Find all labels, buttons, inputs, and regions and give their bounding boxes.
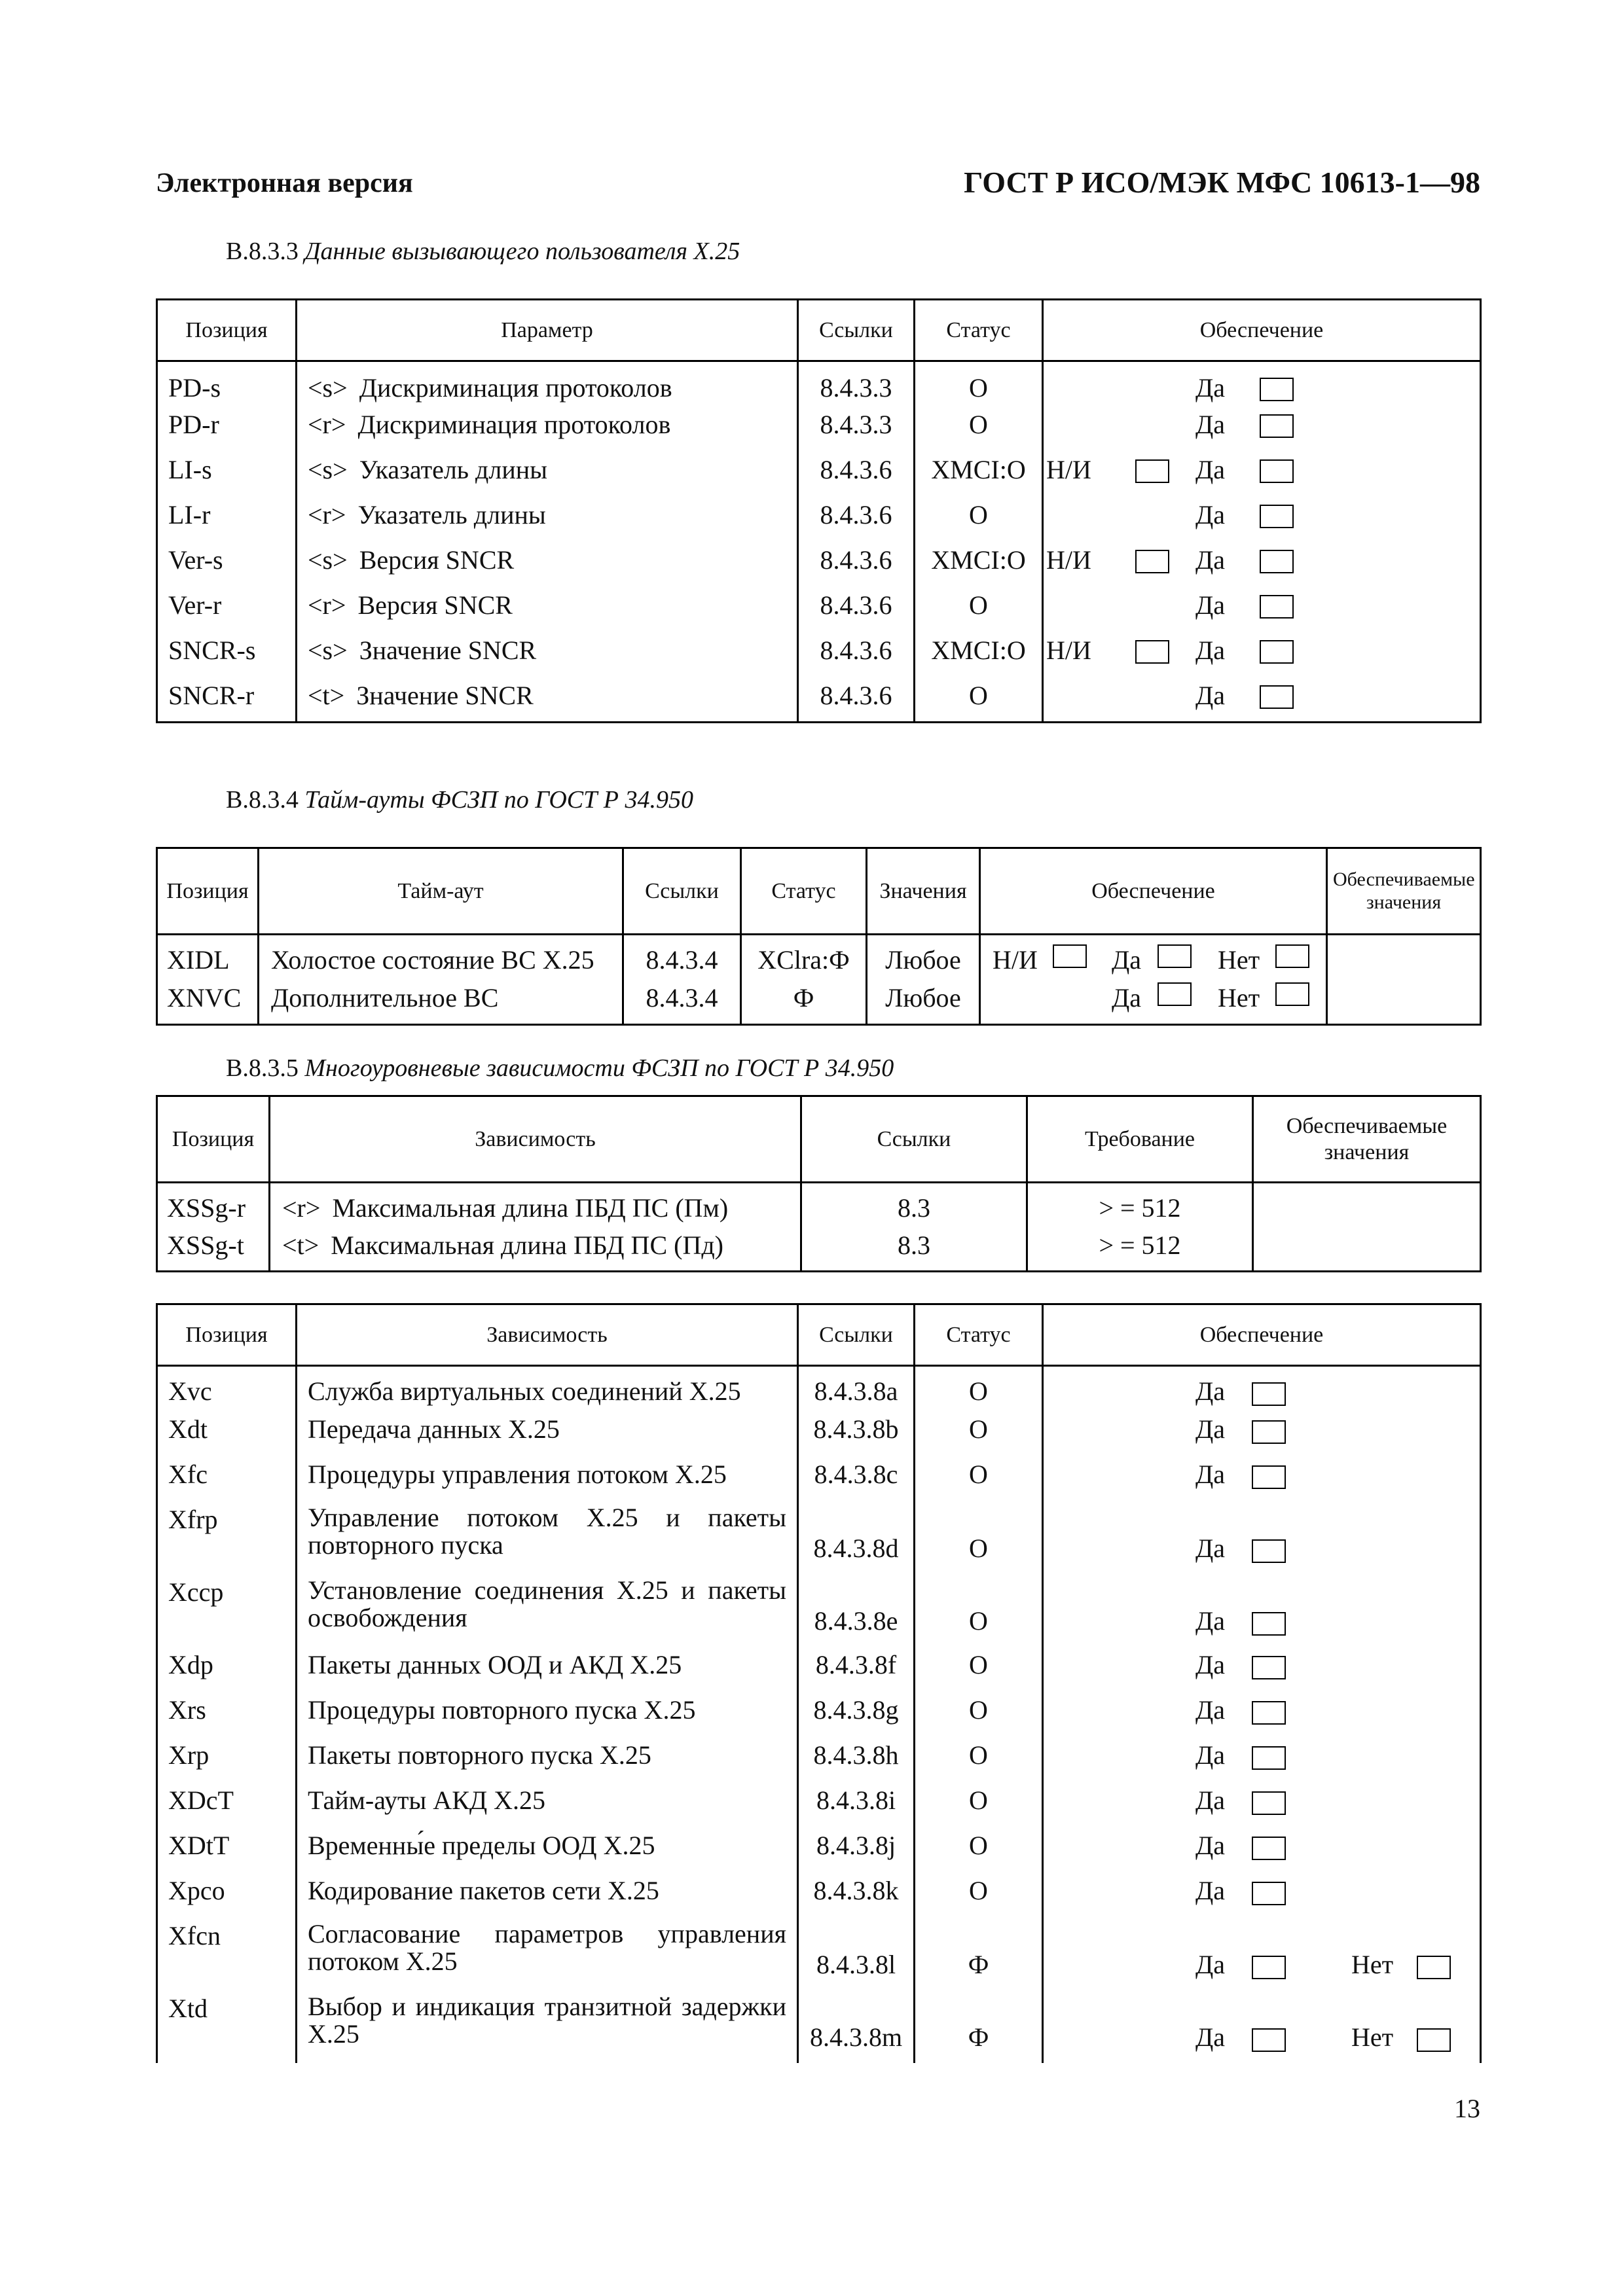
status-cell: XMCI:O: [915, 542, 1043, 587]
reference-cell: 8.4.3.8k: [798, 1873, 915, 1918]
yes-checkbox[interactable]: [1252, 1837, 1286, 1860]
table-row: [157, 935, 1481, 980]
position-cell: Xfrp: [157, 1501, 297, 1574]
position-cell: LI-r: [157, 497, 297, 542]
provision-cell: [1043, 632, 1481, 677]
col-header: Обеспечение: [1043, 300, 1481, 361]
position-cell: XNVC: [157, 980, 259, 1025]
provision-group: [1044, 1875, 1480, 1905]
status-cell: О: [915, 361, 1043, 406]
parameter-cell: [297, 587, 798, 632]
status-cell: О: [915, 497, 1043, 542]
reference-cell: 8.4.3.8h: [798, 1737, 915, 1782]
table-row: [157, 1990, 1481, 2063]
yes-checkbox[interactable]: [1260, 550, 1294, 573]
col-header: Позиция: [157, 1304, 297, 1366]
dependency-cell: Служба виртуальных соединений Х.25: [297, 1366, 798, 1411]
reference-cell: 8.4.3.8l: [798, 1918, 915, 1990]
requirement-cell: > = 512: [1027, 1183, 1253, 1227]
yes-label: Да: [1195, 1785, 1226, 1815]
na-label: Н/И: [1046, 545, 1091, 575]
reference-cell: 8.4.3.8e: [798, 1574, 915, 1647]
status-cell: О: [915, 1501, 1043, 1574]
table-row: [157, 1501, 1481, 1574]
position-cell: Xdt: [157, 1411, 297, 1456]
provision-group: [1044, 1605, 1480, 1636]
table-timeouts: [156, 847, 1482, 1026]
na-checkbox[interactable]: [1135, 459, 1169, 483]
status-cell: О: [915, 1692, 1043, 1737]
timeout-cell: Холостое состояние ВС Х.25: [259, 935, 623, 980]
provision-cell: [980, 935, 1327, 980]
table-row: [157, 452, 1481, 497]
yes-checkbox[interactable]: [1252, 1539, 1286, 1563]
section-number: В.8.3.5: [226, 1054, 299, 1082]
yes-label: Да: [1195, 1414, 1226, 1444]
yes-label: Да: [1195, 409, 1226, 439]
position-cell: Xvc: [157, 1366, 297, 1411]
status-cell: XClra:Ф: [741, 935, 867, 980]
status-cell: О: [915, 1411, 1043, 1456]
parameter-cell: [297, 677, 798, 723]
provision-group: [1044, 1459, 1480, 1489]
provision-cell: [1043, 1574, 1481, 1647]
na-label: Н/И: [1046, 635, 1091, 665]
col-header: Обеспечение: [1043, 1304, 1481, 1366]
table-row: [157, 1918, 1481, 1990]
yes-checkbox[interactable]: [1260, 414, 1294, 438]
reference-cell: 8.4.3.8m: [798, 1990, 915, 2063]
col-header: Позиция: [157, 1096, 270, 1183]
na-checkbox[interactable]: [1135, 550, 1169, 573]
table-row: [157, 1574, 1481, 1647]
yes-checkbox[interactable]: [1252, 1612, 1286, 1636]
yes-label: Да: [1195, 1830, 1226, 1860]
col-header: Статус: [915, 300, 1043, 361]
tag: <s>: [308, 635, 348, 665]
yes-label: Да: [1195, 1740, 1226, 1770]
col-header: Позиция: [157, 848, 259, 935]
yes-checkbox[interactable]: [1252, 1382, 1286, 1406]
tag: <r>: [308, 499, 346, 529]
provision-group: [1044, 1949, 1480, 1979]
dependency-cell: Управление потоком Х.25 и пакеты повторного пуска: [297, 1501, 798, 1574]
status-cell: Ф: [741, 980, 867, 1025]
col-header: Значения: [867, 848, 980, 935]
status-cell: О: [915, 1647, 1043, 1692]
provision-cell: [1043, 1873, 1481, 1918]
table-row: [157, 632, 1481, 677]
parameter-cell: [297, 452, 798, 497]
position-cell: Xrs: [157, 1692, 297, 1737]
reference-cell: 8.4.3.6: [798, 542, 915, 587]
position-cell: Ver-s: [157, 542, 297, 587]
table-row: [157, 677, 1481, 723]
reference-cell: 8.4.3.8a: [798, 1366, 915, 1411]
yes-label: Да: [1195, 590, 1226, 620]
status-cell: О: [915, 1574, 1043, 1647]
provision-group: [1044, 590, 1480, 620]
position-cell: PD-s: [157, 361, 297, 406]
position-cell: Ver-r: [157, 587, 297, 632]
status-cell: О: [915, 1456, 1043, 1501]
yes-checkbox[interactable]: [1260, 595, 1294, 619]
value-cell: Любое: [867, 935, 980, 980]
table-row: [157, 1647, 1481, 1692]
parameter-cell: [297, 406, 798, 452]
status-cell: О: [915, 1873, 1043, 1918]
table-row: [157, 1227, 1481, 1272]
status-cell: О: [915, 1782, 1043, 1827]
status-cell: О: [915, 677, 1043, 723]
section-title-2: [226, 785, 693, 814]
provision-cell: [1043, 1411, 1481, 1456]
tag: <t>: [308, 680, 345, 710]
status-cell: О: [915, 1737, 1043, 1782]
col-header: Ссылки: [623, 848, 741, 935]
reference-cell: 8.4.3.4: [623, 935, 741, 980]
yes-label: Да: [1195, 1605, 1226, 1636]
provision-cell: [1043, 1737, 1481, 1782]
provision-group: [1044, 1695, 1480, 1725]
dependency-cell: [270, 1227, 801, 1272]
dependency-text: Максимальная длина ПБД ПС (Пм): [332, 1193, 729, 1223]
position-cell: SNCR-s: [157, 632, 297, 677]
provision-group: [1044, 680, 1480, 710]
yes-checkbox[interactable]: [1158, 982, 1192, 1006]
table-row: [157, 406, 1481, 452]
parameter-text: Версия SNCR: [359, 545, 515, 575]
yes-label: Да: [1112, 982, 1142, 1013]
tag: <r>: [308, 409, 346, 439]
parameter-cell: [297, 497, 798, 542]
provision-group: [1044, 1649, 1480, 1679]
yes-checkbox[interactable]: [1252, 1656, 1286, 1679]
status-cell: О: [915, 406, 1043, 452]
reference-cell: 8.4.3.8c: [798, 1456, 915, 1501]
no-checkbox[interactable]: [1417, 2028, 1451, 2052]
provided-values-cell: [1327, 935, 1481, 980]
position-cell: Xccp: [157, 1574, 297, 1647]
provision-cell: [1043, 587, 1481, 632]
dependency-cell: Процедуры повторного пуска Х.25: [297, 1692, 798, 1737]
yes-label: Да: [1195, 499, 1226, 529]
reference-cell: 8.4.3.8g: [798, 1692, 915, 1737]
provision-group: [1044, 499, 1480, 529]
reference-cell: 8.4.3.4: [623, 980, 741, 1025]
provision-cell: [1043, 1782, 1481, 1827]
reference-cell: 8.4.3.6: [798, 632, 915, 677]
yes-checkbox[interactable]: [1260, 640, 1294, 664]
dependency-text: Максимальная длина ПБД ПС (Пд): [331, 1230, 723, 1260]
section-number: В.8.3.3: [226, 238, 299, 265]
parameter-text: Указатель длины: [359, 454, 548, 484]
table-x25-dependencies: [156, 1303, 1482, 2063]
parameter-text: Дискриминация протоколов: [359, 373, 672, 403]
dependency-cell: Кодирование пакетов сети Х.25: [297, 1873, 798, 1918]
yes-checkbox[interactable]: [1260, 505, 1294, 528]
yes-label: Да: [1195, 1533, 1226, 1563]
dependency-cell: Тайм-ауты АКД Х.25: [297, 1782, 798, 1827]
position-cell: XIDL: [157, 935, 259, 980]
provision-group: [1044, 1785, 1480, 1815]
provision-cell: [1043, 452, 1481, 497]
table-row: [157, 587, 1481, 632]
position-cell: XSSg-t: [157, 1227, 270, 1272]
position-cell: Xtd: [157, 1990, 297, 2063]
table-row: [157, 1782, 1481, 1827]
reference-cell: 8.4.3.8f: [798, 1647, 915, 1692]
no-label: Нет: [1351, 2022, 1394, 2052]
section-title-3: [226, 1054, 894, 1083]
position-cell: Xrp: [157, 1737, 297, 1782]
parameter-text: Значение SNCR: [356, 680, 534, 710]
position-cell: Xpco: [157, 1873, 297, 1918]
reference-cell: 8.4.3.8j: [798, 1827, 915, 1873]
provision-group: [1044, 454, 1480, 484]
position-cell: XSSg-r: [157, 1183, 270, 1227]
yes-checkbox[interactable]: [1260, 459, 1294, 483]
yes-checkbox[interactable]: [1260, 685, 1294, 709]
dependency-cell: Передача данных Х.25: [297, 1411, 798, 1456]
yes-checkbox[interactable]: [1252, 1420, 1286, 1444]
provision-group: [1044, 409, 1480, 439]
parameter-cell: [297, 361, 798, 406]
provision-group: [1044, 1740, 1480, 1770]
dependency-cell: Пакеты данных ООД и АКД Х.25: [297, 1647, 798, 1692]
reference-cell: 8.4.3.8b: [798, 1411, 915, 1456]
table-row: [157, 1692, 1481, 1737]
col-header: Ссылки: [798, 1304, 915, 1366]
provision-cell: [1043, 497, 1481, 542]
yes-checkbox[interactable]: [1252, 1956, 1286, 1979]
na-label: Н/И: [993, 945, 1038, 975]
provision-cell: [1043, 1456, 1481, 1501]
no-checkbox[interactable]: [1275, 982, 1309, 1006]
no-label: Нет: [1351, 1949, 1394, 1979]
provision-cell: [1043, 1918, 1481, 1990]
yes-checkbox[interactable]: [1260, 378, 1294, 401]
provided-values-cell: [1253, 1183, 1481, 1227]
position-cell: Xfcn: [157, 1918, 297, 1990]
yes-checkbox[interactable]: [1252, 1882, 1286, 1905]
col-header: Тайм-аут: [259, 848, 623, 935]
position-cell: SNCR-r: [157, 677, 297, 723]
yes-checkbox[interactable]: [1252, 1791, 1286, 1815]
na-label: Н/И: [1046, 454, 1091, 484]
na-checkbox[interactable]: [1135, 640, 1169, 664]
table-row: [157, 1456, 1481, 1501]
table-row: [157, 1873, 1481, 1918]
col-header: Зависимость: [297, 1304, 798, 1366]
section-caption: Многоуровневые зависимости ФСЗП по ГОСТ Р 34.950: [304, 1054, 894, 1082]
provision-group: [1044, 545, 1480, 575]
col-header: Требование: [1027, 1096, 1253, 1183]
dependency-cell: Пакеты повторного пуска Х.25: [297, 1737, 798, 1782]
yes-label: Да: [1195, 2022, 1226, 2052]
status-cell: О: [915, 587, 1043, 632]
col-header: Обеспечиваемые значения: [1327, 848, 1481, 935]
header-right: ГОСТ Р ИСО/МЭК МФС 10613-1—98: [964, 166, 1480, 199]
col-header: Позиция: [157, 300, 297, 361]
dependency-cell: Выбор и индикация транзитной задержки Х.25: [297, 1990, 798, 2063]
parameter-cell: [297, 632, 798, 677]
no-label: Нет: [1218, 982, 1260, 1013]
provision-cell: [1043, 542, 1481, 587]
yes-label: Да: [1195, 635, 1226, 665]
provision-group: [1044, 1830, 1480, 1860]
provision-group: [1044, 2022, 1480, 2052]
position-cell: XDtT: [157, 1827, 297, 1873]
provision-group: [1044, 1376, 1480, 1406]
section-caption: Тайм-ауты ФСЗП по ГОСТ Р 34.950: [304, 786, 693, 814]
table-row: [157, 361, 1481, 406]
position-cell: PD-r: [157, 406, 297, 452]
provision-group: [1044, 635, 1480, 665]
reference-cell: 8.4.3.6: [798, 452, 915, 497]
provision-cell: [1043, 677, 1481, 723]
provision-cell: [1043, 1366, 1481, 1411]
table-row: [157, 1183, 1481, 1227]
tag: <s>: [308, 545, 348, 575]
na-checkbox[interactable]: [1053, 944, 1087, 968]
yes-label: Да: [1195, 1376, 1226, 1406]
parameter-text: Дискриминация протоколов: [357, 409, 671, 439]
table-row: [157, 1366, 1481, 1411]
status-cell: О: [915, 1827, 1043, 1873]
provision-cell: [1043, 1501, 1481, 1574]
reference-cell: 8.3: [801, 1183, 1027, 1227]
tag: <r>: [308, 590, 346, 620]
tag: <s>: [308, 373, 348, 403]
yes-checkbox[interactable]: [1252, 1746, 1286, 1770]
parameter-text: Значение SNCR: [359, 635, 537, 665]
status-cell: О: [915, 1366, 1043, 1411]
yes-label: Да: [1195, 680, 1226, 710]
col-header: Статус: [915, 1304, 1043, 1366]
parameter-text: Версия SNCR: [357, 590, 513, 620]
position-cell: LI-s: [157, 452, 297, 497]
dependency-cell: Установление соединения Х.25 и пакеты освобождения: [297, 1574, 798, 1647]
header-left: Электронная версия: [156, 168, 413, 198]
section-number: В.8.3.4: [226, 786, 299, 814]
provision-cell: [1043, 361, 1481, 406]
table-row: [157, 980, 1481, 1025]
yes-label: Да: [1195, 1695, 1226, 1725]
provision-cell: [1043, 1692, 1481, 1737]
reference-cell: 8.4.3.3: [798, 361, 915, 406]
yes-checkbox[interactable]: [1252, 2028, 1286, 2052]
table-dependencies: [156, 1095, 1482, 1272]
table-row: [157, 497, 1481, 542]
yes-label: Да: [1195, 1949, 1226, 1979]
yes-checkbox[interactable]: [1252, 1465, 1286, 1489]
requirement-cell: > = 512: [1027, 1227, 1253, 1272]
parameter-text: Указатель длины: [357, 499, 546, 529]
status-cell: XMCI:O: [915, 452, 1043, 497]
yes-label: Да: [1195, 454, 1226, 484]
yes-label: Да: [1195, 545, 1226, 575]
dependency-cell: Процедуры управления потоком Х.25: [297, 1456, 798, 1501]
yes-label: Да: [1195, 1875, 1226, 1905]
yes-label: Да: [1195, 1459, 1226, 1489]
yes-checkbox[interactable]: [1252, 1701, 1286, 1725]
provision-group: [1044, 1414, 1480, 1444]
no-checkbox[interactable]: [1417, 1956, 1451, 1979]
provided-values-cell: [1253, 1227, 1481, 1272]
provision-cell: [1043, 406, 1481, 452]
reference-cell: 8.4.3.6: [798, 497, 915, 542]
page-number: 13: [1454, 2094, 1480, 2123]
yes-label: Да: [1195, 1649, 1226, 1679]
position-cell: XDcT: [157, 1782, 297, 1827]
reference-cell: 8.4.3.8d: [798, 1501, 915, 1574]
tag: <r>: [282, 1193, 321, 1223]
col-header: Ссылки: [798, 300, 915, 361]
table-row: [157, 1827, 1481, 1873]
timeout-cell: Дополнительное ВС: [259, 980, 623, 1025]
table-row: [157, 1411, 1481, 1456]
yes-label: Да: [1112, 945, 1142, 975]
no-label: Нет: [1218, 945, 1260, 975]
reference-cell: 8.4.3.6: [798, 587, 915, 632]
table-row: [157, 542, 1481, 587]
reference-cell: 8.4.3.6: [798, 677, 915, 723]
reference-cell: 8.3: [801, 1227, 1027, 1272]
tag: <t>: [282, 1230, 319, 1260]
dependency-cell: Временны́е пределы ООД Х.25: [297, 1827, 798, 1873]
provision-group: [981, 982, 1326, 1013]
yes-checkbox[interactable]: [1158, 944, 1192, 968]
position-cell: Xfc: [157, 1456, 297, 1501]
provision-group: [1044, 372, 1480, 403]
col-header: Зависимость: [270, 1096, 801, 1183]
reference-cell: 8.4.3.3: [798, 406, 915, 452]
provision-cell: [1043, 1990, 1481, 2063]
provision-group: [1044, 1533, 1480, 1563]
col-header: Обеспечиваемые значения: [1253, 1096, 1481, 1183]
table-user-data: [156, 298, 1482, 723]
provision-group: [981, 944, 1326, 975]
col-header: Статус: [741, 848, 867, 935]
col-header: Параметр: [297, 300, 798, 361]
dependency-cell: Согласование параметров управления потоком Х.25: [297, 1918, 798, 1990]
provision-cell: [980, 980, 1327, 1025]
position-cell: Xdp: [157, 1647, 297, 1692]
col-header: Обеспечение: [980, 848, 1327, 935]
reference-cell: 8.4.3.8i: [798, 1782, 915, 1827]
tag: <s>: [308, 454, 348, 484]
provision-cell: [1043, 1827, 1481, 1873]
parameter-cell: [297, 542, 798, 587]
status-cell: XMCI:O: [915, 632, 1043, 677]
section-caption: Данные вызывающего пользователя Х.25: [304, 238, 740, 265]
provision-cell: [1043, 1647, 1481, 1692]
dependency-cell: [270, 1183, 801, 1227]
yes-label: Да: [1195, 373, 1226, 403]
value-cell: Любое: [867, 980, 980, 1025]
status-cell: Ф: [915, 1918, 1043, 1990]
no-checkbox[interactable]: [1275, 944, 1309, 968]
section-title-1: [226, 237, 740, 266]
provided-values-cell: [1327, 980, 1481, 1025]
status-cell: Ф: [915, 1990, 1043, 2063]
col-header: Ссылки: [801, 1096, 1027, 1183]
table-row: [157, 1737, 1481, 1782]
